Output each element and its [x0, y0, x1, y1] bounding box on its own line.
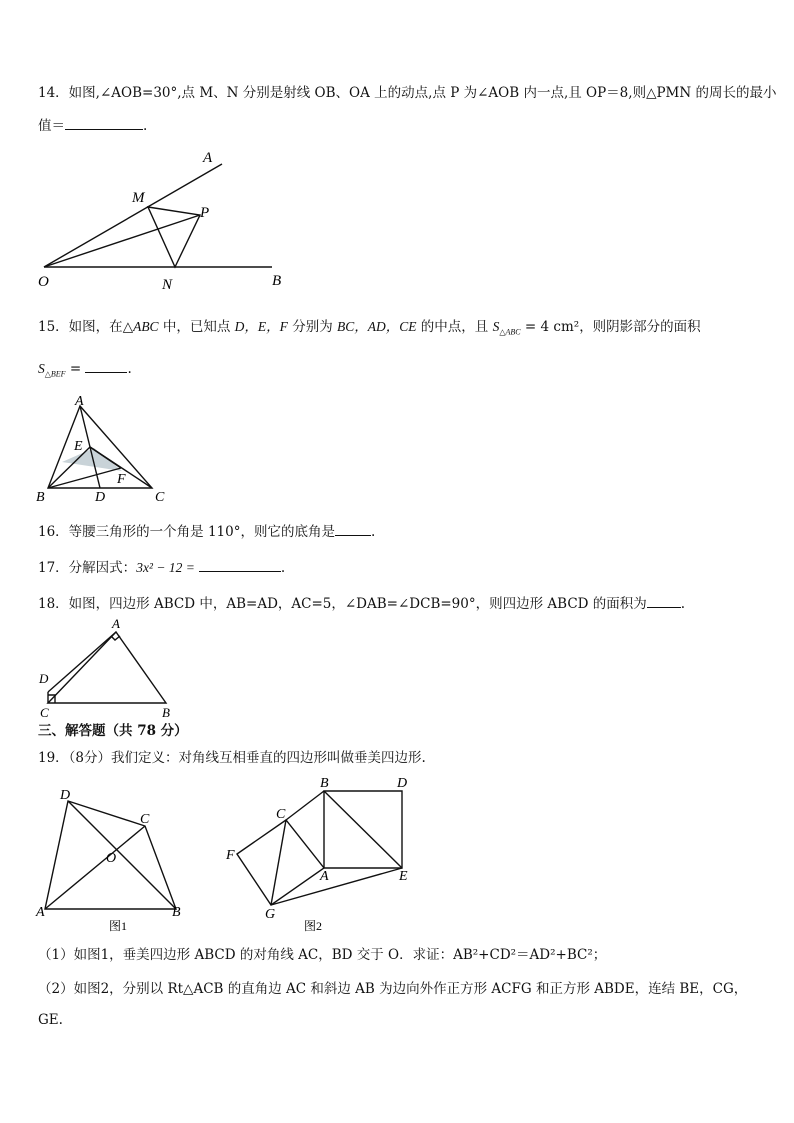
label-d: D — [39, 671, 49, 686]
label-f: F — [117, 472, 126, 487]
segment-da — [48, 632, 116, 692]
label-a: A — [320, 869, 329, 884]
q15-mid3: 的中点，且 — [416, 319, 493, 335]
label-a: A — [203, 150, 213, 166]
q17-end: . — [280, 560, 286, 576]
q17-line — [38, 557, 285, 577]
label-a: A — [75, 394, 84, 409]
q17-expression: 3x² − 12 = — [136, 560, 195, 575]
q15-mid2: 分别为 — [287, 319, 338, 335]
label-a: A — [36, 905, 45, 920]
label-m: M — [132, 190, 145, 206]
q14-line2-suffix: . — [143, 118, 148, 134]
q18-text: 18．如图，四边形 ABCD 中，AB=AD，AC=5，∠DAB=∠DCB=90°，则四边形 ABCD 的面积为 — [38, 596, 647, 612]
label-b: B — [36, 490, 45, 505]
segment-be — [324, 791, 402, 868]
label-d: D — [60, 788, 71, 803]
figure-2-caption: 图2 — [304, 919, 323, 933]
q15-line2 — [38, 358, 132, 384]
label-d: D — [95, 490, 106, 505]
q19-part1: （1）如图1，垂美四边形 ABCD 的对角线 AC，BD 交于 O．求证：AB²+CD²＝AD²+BC²； — [38, 947, 607, 963]
q16-answer-blank[interactable] — [335, 521, 371, 536]
right-angle-a — [111, 636, 120, 640]
segment-cg — [271, 820, 286, 905]
q16-line — [38, 521, 375, 541]
shaded-triangle-bef — [62, 448, 122, 471]
q19-part2-line1: （2）如图2，分别以 Rt△ACB 的直角边 AC 和斜边 AB 为边向外作正方形 ACFG 和正方形 ABDE，连结 BE，CG， — [38, 981, 748, 997]
q18-end: . — [680, 596, 686, 612]
label-e: E — [74, 439, 83, 454]
q14-line2 — [38, 115, 147, 135]
label-d: D — [397, 776, 408, 791]
ray-oa — [44, 164, 222, 267]
q15-line1 — [38, 318, 701, 342]
q15-figure — [34, 392, 174, 504]
q15-suffix: ，则阴影部分的面积 — [579, 319, 701, 335]
triangle-abc — [48, 406, 152, 488]
q14-line1: 14．如图,∠AOB=30°,点 M、N 分别是射线 OB、OA 上的动点,点 P 为∠AOB 内一点,且 OP＝8,则△PMN 的周长的最小 — [38, 85, 777, 101]
q15-shaded-subscript: △BEF — [44, 369, 66, 379]
q15-area-value: = 4 cm² — [520, 319, 580, 335]
label-p: P — [200, 205, 210, 221]
q17-prefix: 17．分解因式： — [38, 560, 137, 576]
q17-answer-blank[interactable] — [199, 557, 281, 572]
label-o: O — [38, 274, 49, 290]
triangle-pmn — [148, 207, 200, 267]
q18-answer-blank[interactable] — [647, 593, 681, 608]
section-title: 三、解答题（共 78 分） — [38, 723, 188, 739]
segment-cb — [286, 791, 324, 820]
q16-text: 16．等腰三角形的一个角是 110°，则它的底角是 — [38, 524, 335, 540]
label-b: B — [272, 273, 282, 289]
q15-points: D，E，F — [234, 319, 288, 334]
q15-answer-blank[interactable] — [85, 358, 127, 373]
label-o: O — [106, 851, 117, 866]
q14-answer-blank[interactable] — [65, 115, 143, 130]
q19-part2-line2: GE. — [38, 1012, 63, 1028]
q15-segments: BC，AD，CE — [337, 319, 417, 334]
q15-mid1: 中，已知点 — [158, 319, 235, 335]
label-g: G — [265, 907, 276, 922]
q14-figure — [30, 140, 300, 295]
q18-line — [38, 593, 685, 613]
q15-prefix: 15．如图，在 — [38, 319, 123, 335]
label-c: C — [40, 705, 49, 720]
q18-figure — [34, 614, 184, 720]
q15-area-subscript: △ABC — [499, 327, 521, 337]
q16-end: . — [371, 524, 376, 540]
label-b: B — [162, 705, 170, 720]
label-c: C — [155, 490, 165, 505]
label-c: C — [276, 807, 286, 822]
q15-triangle: △ABC — [122, 319, 159, 334]
segment-ge — [271, 868, 402, 905]
q19-intro: 19．（8分）我们定义：对角线互相垂直的四边形叫做垂美四边形. — [38, 750, 426, 766]
q15-end: . — [127, 361, 132, 377]
label-n: N — [162, 277, 173, 293]
q19-figure-1 — [32, 784, 192, 934]
label-b: B — [172, 905, 181, 920]
segment-op — [44, 215, 200, 267]
triangle-acb — [48, 632, 166, 703]
q15-equals: = — [65, 361, 86, 377]
q15-area-symbol: S — [492, 319, 500, 334]
diagonal-bd — [68, 801, 176, 909]
label-b: B — [320, 776, 329, 791]
q15-shaded-symbol: S — [38, 361, 45, 376]
label-e: E — [399, 869, 408, 884]
q19-figure-2 — [220, 772, 425, 938]
label-c: C — [140, 812, 150, 827]
figure-1-caption: 图1 — [109, 919, 128, 933]
label-f: F — [226, 848, 235, 863]
q14-line2-prefix: 值＝ — [38, 118, 65, 134]
label-a: A — [112, 616, 120, 631]
square-acfg — [237, 820, 324, 905]
